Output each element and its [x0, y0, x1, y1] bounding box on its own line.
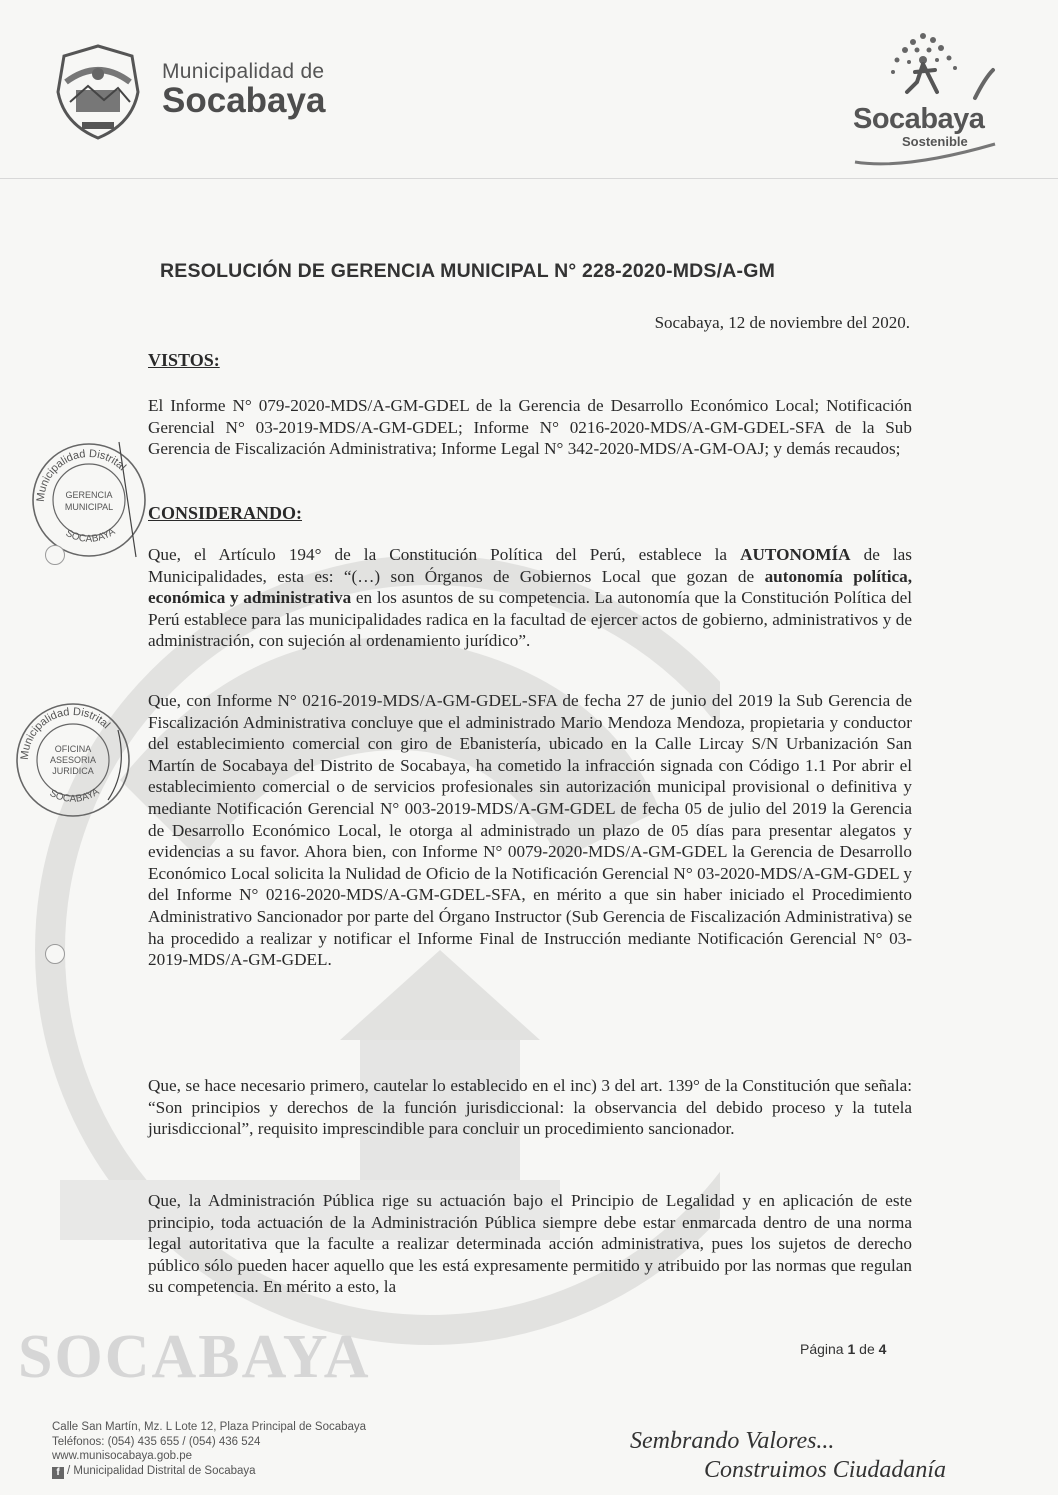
footer-phones: Teléfonos: (054) 435 655 / (054) 436 524: [52, 1435, 261, 1448]
p1-text-a: Que, el Artículo 194° de la Constitución Política del Perú, establece la: [148, 545, 741, 564]
paragraph-informe: Que, con Informe N° 0216-2019-MDS/A-GM-GDEL-SFA de fecha 27 de junio del 2019 la Sub Gerencia de Fiscalización Administrativa concluye que el administrado Mario Mendoza Mendoza, propietaria y conductor del establecimiento comercial con giro de Ebanistería, ubicado en la Calle Lircay S/N Urbanización San Martín de Socabaya del Distrito de Socabaya, ha cometido la infracción signada con Código 1.1 Por abrir el establecimiento comercial o de servicios profesionales sin autorización municipal provisional o definitiva y mediante Notificación Gerencial N° 003-2019-MDS/A-GM-GDEL de fecha 05 de julio del 2019 la Gerencia de Desarrollo Económico Local, le otorga al administrado un plazo de 05 días para presentar alegatos y evidencias a su favor. Ahora bien, con Informe N° 0079-2020-MDS/A-GM-GDEL la Gerencia de Desarrollo Económico Local solicita la Nulidad de Oficio de la Notificación Gerencial N° 03-2020-MDS/A-GM-GDEL y del Informe N° 0216-2020-MDS/A-GM-GDEL-SFA, en mérito a que sin haber iniciado el Procedimiento Administrativo Sancionador por parte del Órgano Instructor (Sub Gerencia de Fiscalización Administrativa) se ha procedido a realizar y notificar el Informe Final de Instrucción mediante Notificación Gerencial N° 03-2019-MDS/A-GM-GDEL.: [148, 691, 912, 970]
logo-swoosh: [845, 140, 1005, 170]
p1-bold-autonomia: AUTONOMÍA: [740, 545, 851, 564]
municipality-crest-icon: [52, 42, 144, 142]
socabaya-sostenible-logo: [845, 28, 1005, 168]
stamp1-line1: GERENCIA: [65, 490, 113, 500]
slogan-line1: Sembrando Valores...: [630, 1428, 835, 1454]
page-number: [800, 1341, 886, 1357]
municipality-name-line2: Socabaya: [162, 81, 326, 120]
punch-hole-top: [45, 545, 65, 565]
facebook-icon: f: [52, 1467, 64, 1479]
stamp2-ring-text: Municipalidad Distrital: [18, 705, 113, 761]
watermark-text: SOCABAYA: [18, 1323, 371, 1391]
stamp1-bottom-text: SOCABAYA: [63, 526, 118, 545]
footer-facebook-text: / Municipalidad Distrital de Socabaya: [67, 1464, 256, 1477]
page-current: 1: [847, 1341, 856, 1357]
slogan-line2: Construimos Ciudadanía: [704, 1457, 947, 1483]
svg-text:SOCABAYA: [48, 786, 102, 805]
stamp2-bottom-text: SOCABAYA: [47, 786, 102, 805]
stamp1-line2: MUNICIPAL: [64, 502, 114, 512]
resolution-date: Socabaya, 12 de noviembre del 2020.: [654, 313, 910, 332]
logo-word: Socabaya: [853, 103, 985, 135]
vistos-paragraph: El Informe N° 079-2020-MDS/A-GM-GDEL de la Gerencia de Desarrollo Económico Local; Notificación Gerencial N° 03-2019-MDS/A-GM-GDEL; Informe N° 0216-2020-MDS/A-GM-GDEL-SFA de la Sub Gerencia de Fiscalización Administrativa; Informe Legal N° 342-2020-MDS/A-GM-OAJ; y demás recaudos;: [148, 396, 912, 459]
p1-text-c: de las Municipalidades, esta es: “(…) son Órganos de Gobiernos Local que gozan de: [148, 545, 912, 586]
stamp2-line1: OFICINA: [54, 744, 92, 754]
svg-text:SOCABAYA: [64, 526, 118, 545]
stamp2-line2: ASESORIA: [49, 755, 97, 765]
municipality-name: [162, 60, 325, 118]
footer-website[interactable]: www.munisocabaya.gob.pe: [52, 1450, 192, 1462]
municipality-name-line1: Municipalidad de: [162, 60, 325, 83]
footer-slogan: [630, 1428, 946, 1485]
paragraph-legalidad: Que, la Administración Pública rige su actuación bajo el Principio de Legalidad y en aplicación de este principio, toda actuación de la Administración Pública siempre debe estar enmarcada dentro de una norma legal autoritativa que la faculte a realizar determinada acción administrativa, pues los sujetos de derecho público sólo pueden hacer aquello que les está expresamente permitido y atribuido por las normas que regulan su competencia. En mérito a esto, la: [148, 1191, 912, 1297]
asesoria-juridica-stamp: [8, 690, 138, 820]
considerando-heading: CONSIDERANDO:: [148, 503, 303, 523]
header-divider: [0, 178, 1058, 179]
p1-bold-phrase: autonomía política, económica y administrativa: [148, 566, 912, 608]
paragraph-constitucion: Que, se hace necesario primero, cautelar lo establecido en el inc) 3 del art. 139° de la Constitución que señala: “Son principios y derechos de la función jurisdiccional: la observancia del debido proceso y la tutela jurisdiccional”, requisito imprescindible para concluir un procedimiento sancionador.: [148, 1076, 912, 1139]
gerencia-municipal-stamp: [24, 432, 154, 562]
resolution-title: RESOLUCIÓN DE GERENCIA MUNICIPAL N° 228-2020-MDS/A-GM: [160, 260, 776, 282]
page-total: 4: [878, 1341, 887, 1357]
vistos-heading: VISTOS:: [148, 350, 220, 370]
stamp1-ring-text: Municipalidad Distrital: [34, 447, 129, 503]
stamp2-line3: JURIDICA: [52, 766, 94, 776]
page-of: de: [859, 1341, 875, 1357]
page-label: Página: [800, 1341, 844, 1357]
logo-subtitle: Sostenible: [902, 134, 968, 149]
paragraph-autonomia: [148, 544, 912, 652]
footer-contact: [52, 1420, 366, 1479]
footer-address: Calle San Martín, Mz. L Lote 12, Plaza Principal de Socabaya: [52, 1421, 367, 1433]
footer-facebook[interactable]: [52, 1464, 366, 1479]
punch-hole-bottom: [45, 944, 65, 964]
p1-text-e: en los asuntos de su competencia. La autonomía que la Constitución Política del Perú establece para las municipalidades radica en la facultad de ejercer actos de gobierno, administrativos y de administración, con sujeción al ordenamiento jurídico”.: [148, 588, 912, 651]
sostenible-tree-icon: [845, 28, 1005, 108]
